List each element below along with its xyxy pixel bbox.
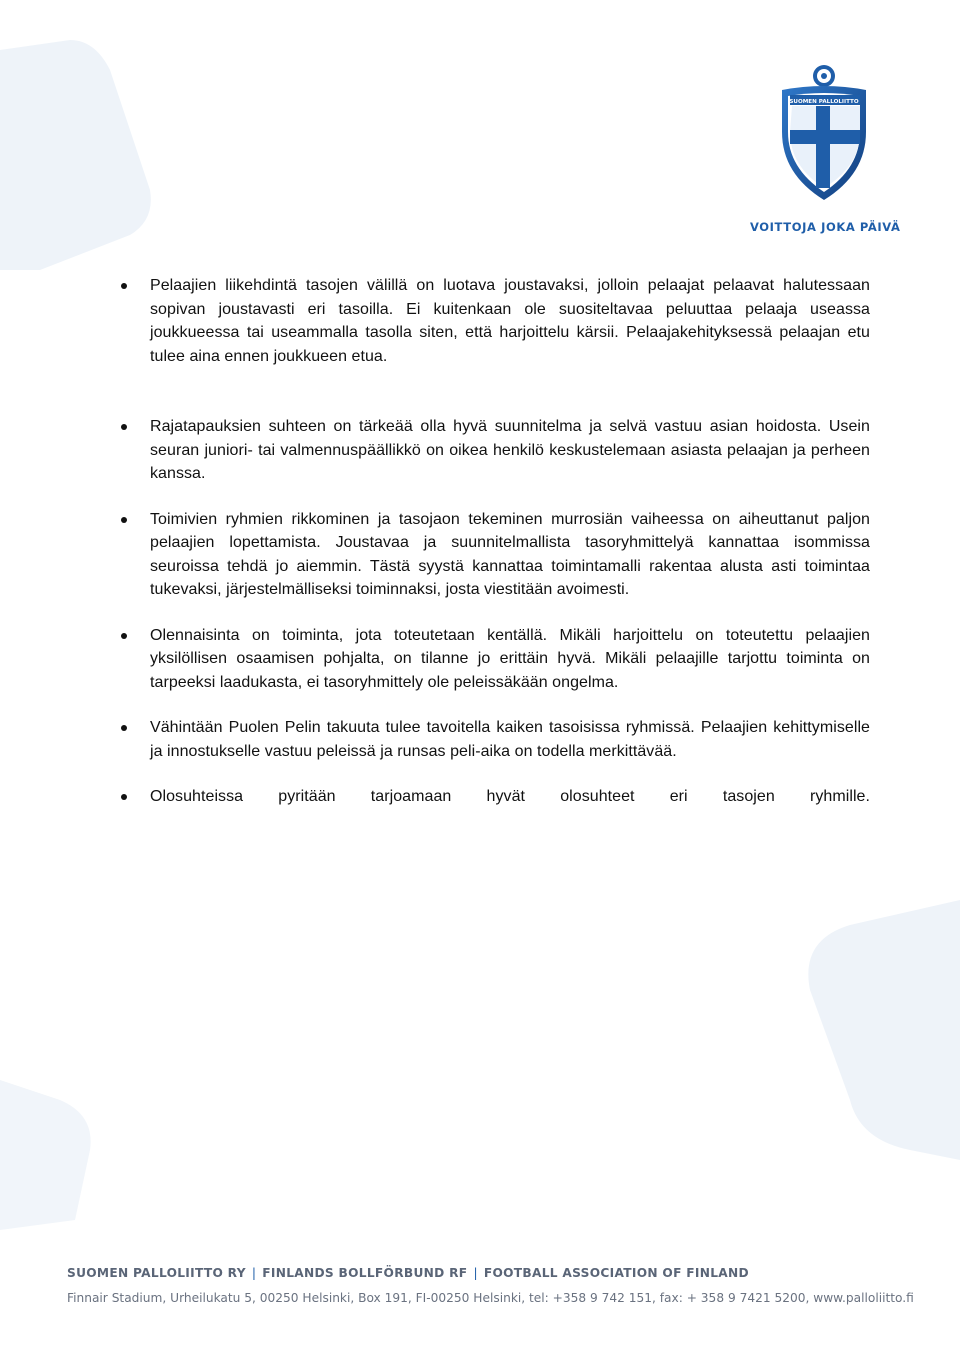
background-shape-topleft bbox=[0, 40, 160, 270]
palloliitto-crest-logo bbox=[776, 62, 872, 202]
footer-org-sv: FINLANDS BOLLFÖRBUND RF bbox=[262, 1266, 468, 1280]
bullet-list bbox=[118, 274, 870, 809]
list-item bbox=[118, 785, 870, 809]
bullet-icon bbox=[121, 725, 127, 731]
list-item bbox=[118, 508, 870, 602]
list-item-text: Rajatapauksien suhteen on tärkeää olla hyvä suunnitelma ja selvä vastuu asian hoidosta. Usein seuran juniori- tai valmennuspäällikkö on oikea henkilö keskustelemaan asiasta pelaajan ja perheen kanssa. bbox=[150, 418, 870, 482]
bullet-icon bbox=[121, 517, 127, 523]
footer-separator: | bbox=[473, 1266, 478, 1280]
footer-org-en: FOOTBALL ASSOCIATION OF FINLAND bbox=[483, 1266, 749, 1280]
footer-address: Finnair Stadium, Urheilukatu 5, 00250 Helsinki, Box 191, FI-00250 Helsinki, tel: +358 9 742 151, fax: + 358 9 7421 5200, www.palloliitto.fi bbox=[67, 1291, 914, 1305]
bullet-icon bbox=[121, 633, 127, 639]
footer-org-fi: SUOMEN PALLOLIITTO RY bbox=[67, 1266, 246, 1280]
logo-motto: VOITTOJA JOKA PÄIVÄ bbox=[750, 220, 901, 234]
background-shape-bottomleft bbox=[0, 1080, 120, 1230]
list-item bbox=[118, 624, 870, 695]
list-item bbox=[118, 415, 870, 486]
list-item-text: Toimivien ryhmien rikkominen ja tasojaon tekeminen murrosiän vaiheessa on aiheuttanut paljon pelaajien lopettamista. Joustavaa ja suunnitelmallista tasoryhmittelyä kannattaa isommissa seuroissa tehdä jo aiemmin. Tästä syystä kannattaa toimintamalli rakentaa alusta asti toimintaa tukevaksi, järjestelmälliseksi toiminnaksi, josta viestitään avoimesti. bbox=[150, 510, 870, 598]
logo-text: SUOMEN PALLOLIITTO bbox=[789, 99, 859, 105]
bullet-icon bbox=[121, 283, 127, 289]
footer-organization-names bbox=[67, 1266, 749, 1280]
list-item-text: Olennaisinta on toiminta, jota toteutetaan kentällä. Mikäli harjoittelu on toteutettu pelaajien yksilöllisen osaamisen pohjalta, on tilanne jo erittäin hyvä. Mikäli pelaajille tarjottu toiminta on tarpeeksi laadukasta, ei tasoryhmittely ole peleissäkään ongelma. bbox=[150, 626, 870, 691]
list-item bbox=[118, 716, 870, 763]
bullet-icon bbox=[121, 424, 127, 430]
bullet-icon bbox=[121, 794, 127, 800]
list-item-text: Pelaajien liikehdintä tasojen välillä on luotava joustavaksi, jolloin pelaajat pelaavat halutessaan sopivan joustavasti eri tasoilla. Ei kuitenkaan ole suositeltavaa peluuttaa pelaaja useassa joukkueessa tai useammalla tasolla siten, että harjoittelu kärsii. Pelaajakehityksessä pelaajan etu tulee aina ennen joukkueen etua. bbox=[150, 277, 870, 365]
footer-separator: | bbox=[251, 1266, 257, 1280]
background-shape-right bbox=[790, 900, 960, 1160]
list-item-text: Vähintään Puolen Pelin takuuta tulee tavoitella kaiken tasoisissa ryhmissä. Pelaajien kehittymiselle ja innostukselle vastuu peleissä ja runsas peli-aika on todella merkittävää. bbox=[150, 719, 870, 760]
list-item bbox=[118, 274, 870, 368]
list-item-text: Olosuhteissa pyritään tarjoamaan hyvät olosuhteet eri tasojen ryhmille. bbox=[150, 788, 870, 805]
